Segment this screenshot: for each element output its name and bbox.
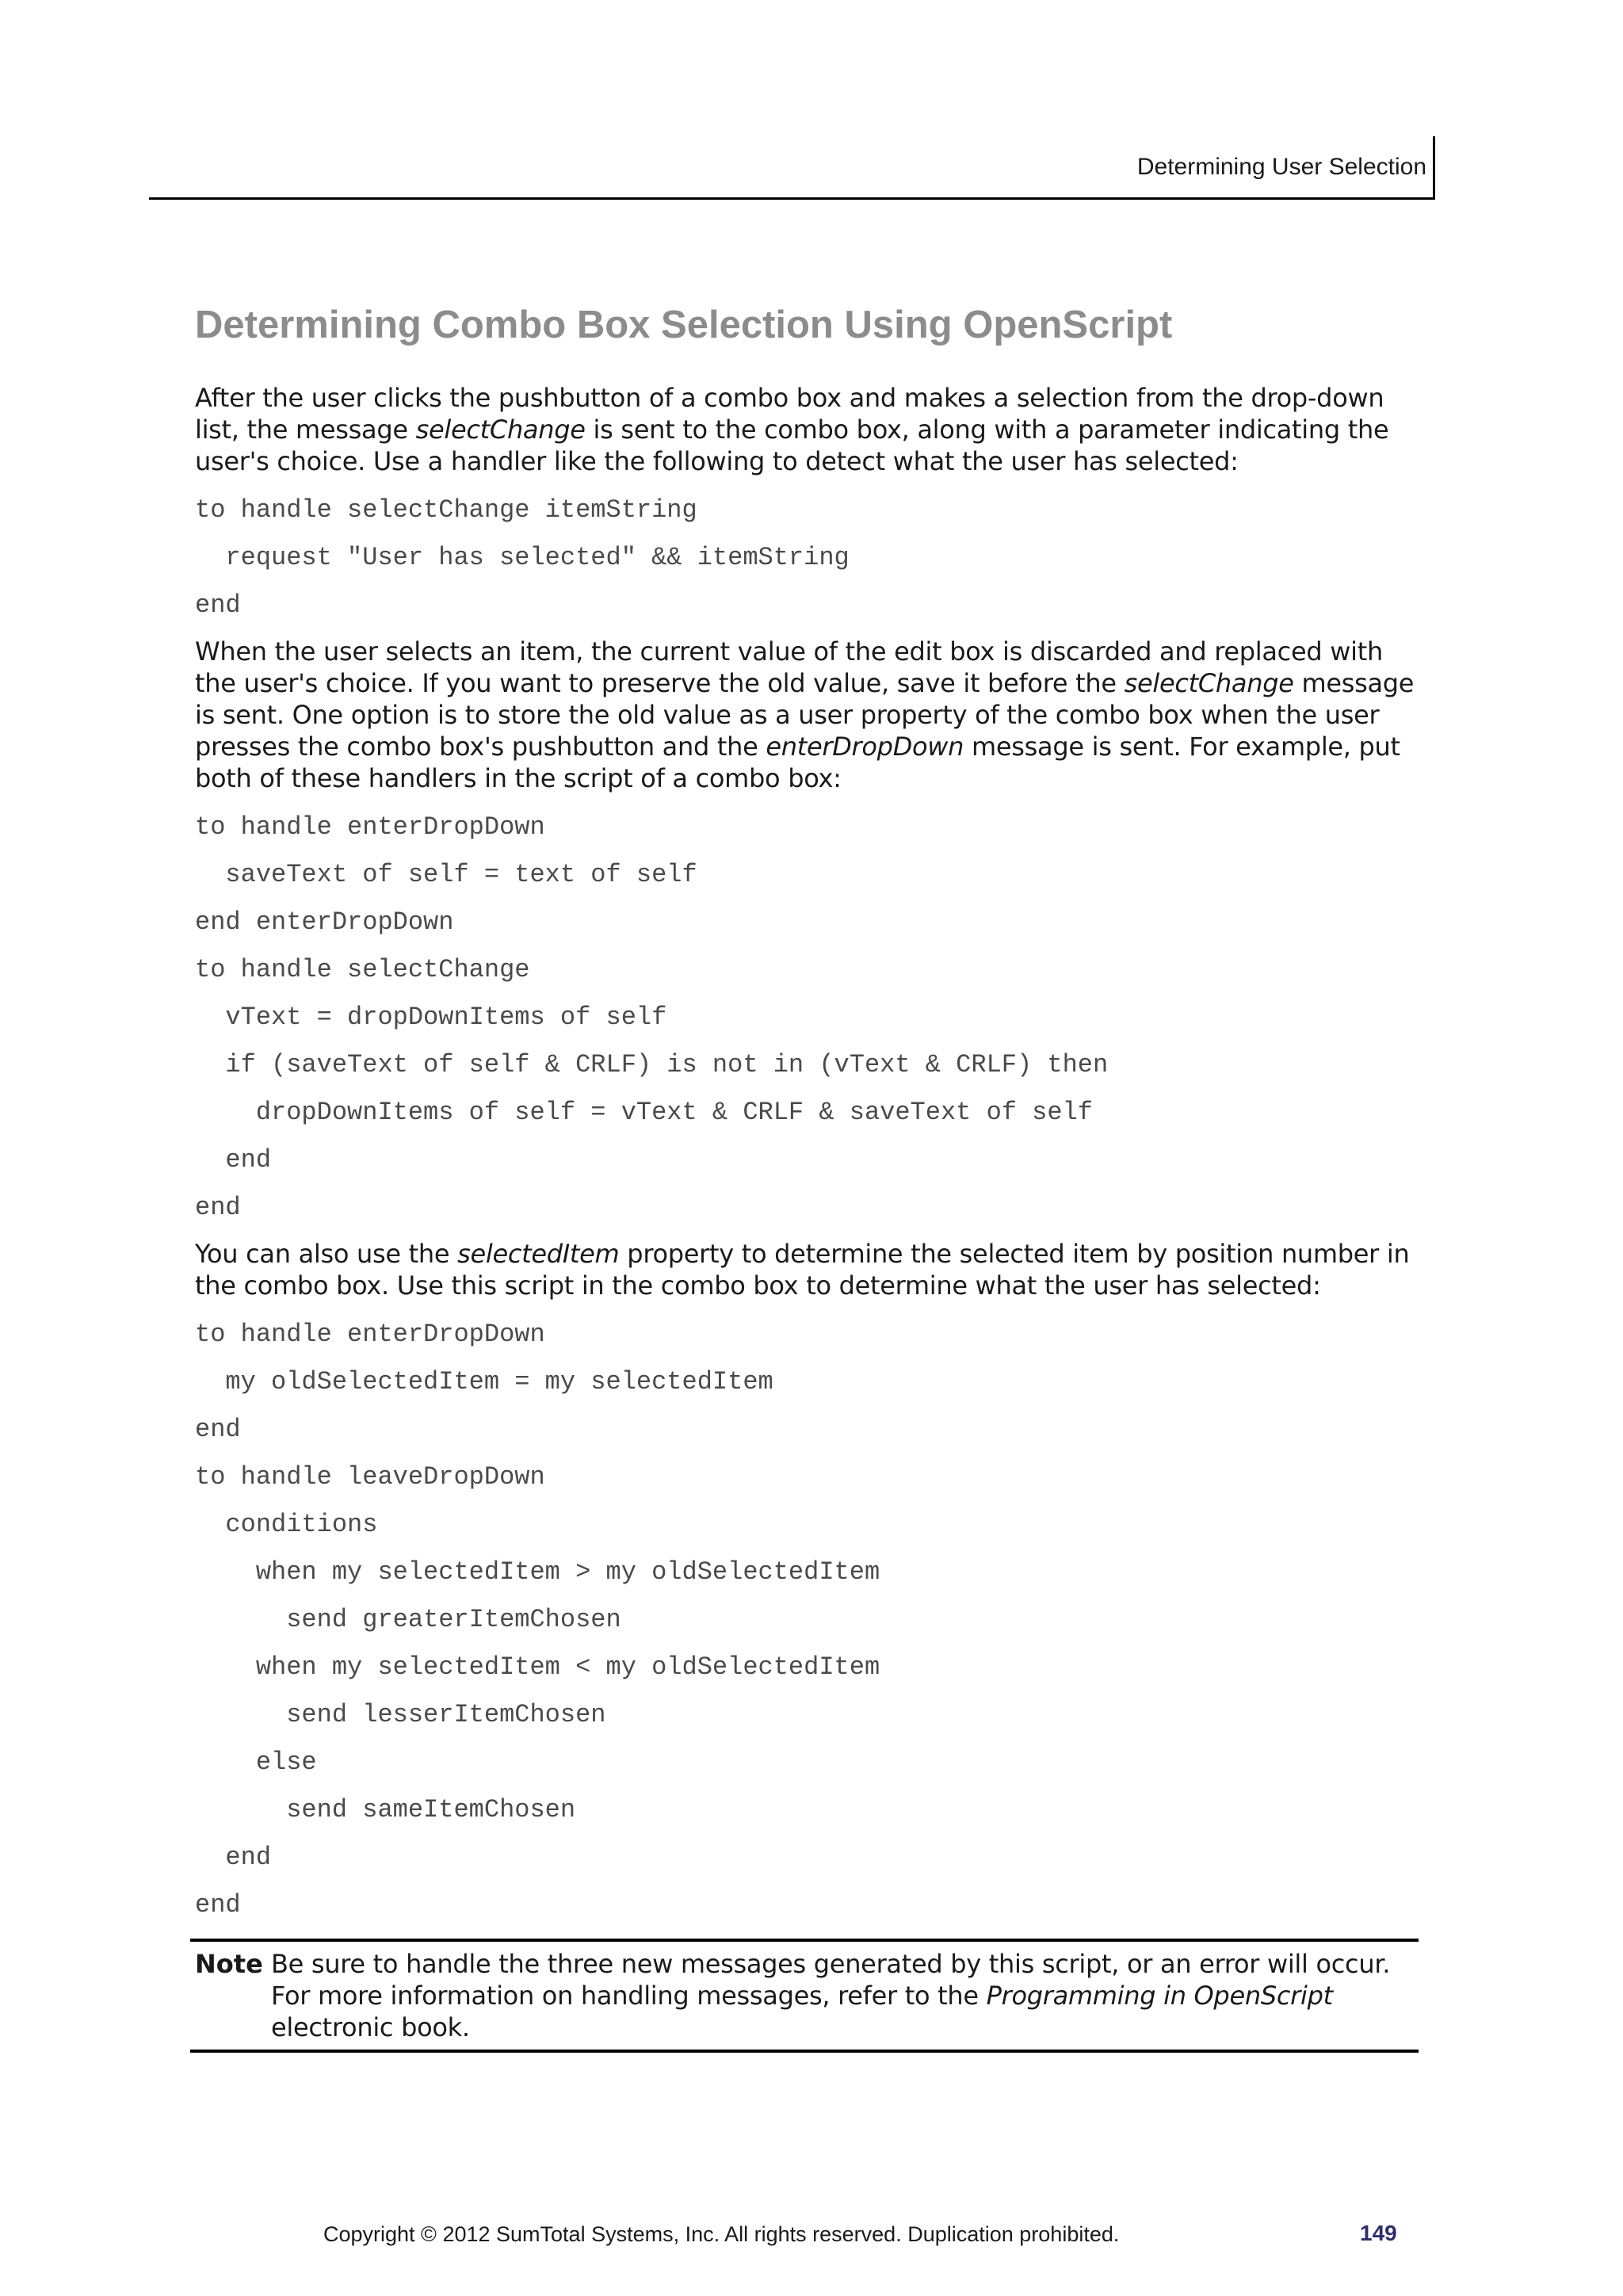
paragraph-selecteditem	[195, 1238, 1423, 1301]
code-line: end	[195, 1843, 272, 1872]
code-line: dropDownItems of self = vText & CRLF & saveText of self	[195, 1098, 1093, 1127]
code-line: else	[195, 1748, 317, 1777]
code-block-3	[195, 1319, 1423, 1921]
text-run: is sent to the combo box, along with a parameter indicating the user's choice. Use a handler like the following to detect what the user has selected:	[195, 415, 1389, 476]
text-run: You can also use the	[195, 1239, 458, 1269]
code-line: send greaterItemChosen	[195, 1605, 621, 1634]
inline-term: enterDropDown	[766, 732, 964, 762]
note-label: Note	[195, 1949, 263, 1979]
running-header: Determining User Selection	[1136, 154, 1426, 180]
code-line: my oldSelectedItem = my selectedItem	[195, 1367, 773, 1396]
code-line: end	[195, 590, 241, 620]
text-run: property to determine the selected item by position number in the combo box. Use this script in the combo box to determine what the user has selected:	[195, 1239, 1410, 1301]
code-line: to handle selectChange	[195, 955, 530, 984]
note-text	[271, 1948, 1419, 2043]
code-line: end	[195, 1193, 241, 1222]
text-run: After the user clicks the pushbutton of a combo box and makes a selection from the drop-down list, the message	[195, 383, 1384, 445]
code-line: when my selectedItem > my oldSelectedItem	[195, 1557, 880, 1587]
code-line: if (saveText of self & CRLF) is not in (vText & CRLF) then	[195, 1050, 1109, 1079]
text-run: When the user selects an item, the current value of the edit box is discarded and replaced with the user's choice. If you want to preserve the old value, save it before the	[195, 636, 1383, 698]
code-line: end enterDropDown	[195, 907, 454, 937]
page-number: 149	[1360, 2221, 1397, 2245]
code-line: conditions	[195, 1510, 378, 1539]
code-block-1	[195, 495, 1423, 621]
code-line: send lesserItemChosen	[195, 1700, 606, 1729]
code-line: end	[195, 1890, 241, 1920]
code-line: to handle enterDropDown	[195, 1320, 545, 1349]
page-content	[195, 301, 1423, 1937]
code-line: to handle selectChange itemString	[195, 495, 697, 525]
text-run: message is sent. For example, put both of these handlers in the script of a combo box:	[195, 732, 1400, 793]
inline-term: selectChange	[1124, 668, 1294, 698]
paragraph-intro	[195, 382, 1423, 477]
code-block-2	[195, 812, 1423, 1224]
section-title: Determining Combo Box Selection Using OpenScript	[195, 304, 1173, 346]
copyright-footer: Copyright © 2012 SumTotal Systems, Inc. All rights reserved. Duplication prohibited.	[323, 2222, 1120, 2246]
code-line: saveText of self = text of self	[195, 860, 697, 889]
code-line: request "User has selected" && itemString	[195, 543, 850, 572]
code-line: end	[195, 1145, 272, 1175]
code-line: to handle leaveDropDown	[195, 1462, 545, 1492]
inline-term: selectedItem	[457, 1239, 620, 1269]
code-line: end	[195, 1415, 241, 1444]
header-vertical-rule	[1433, 136, 1435, 200]
header-rule	[149, 197, 1435, 200]
inline-term: selectChange	[415, 415, 586, 445]
book-title: Programming in OpenScript	[986, 1981, 1333, 2011]
text-run: electronic book.	[271, 2012, 470, 2042]
code-line: send sameItemChosen	[195, 1795, 576, 1824]
paragraph-preserve	[195, 636, 1423, 794]
note-box	[190, 1939, 1419, 2053]
text-run: message is sent. One option is to store the old value as a user property of the combo box when the user presses the combo box's pushbutton and the	[195, 668, 1415, 762]
code-line: when my selectedItem < my oldSelectedItem	[195, 1652, 880, 1682]
text-run: Be sure to handle the three new messages generated by this script, or an error will occur. For more information on handling messages, refer to the	[271, 1949, 1391, 2011]
code-line: vText = dropDownItems of self	[195, 1003, 667, 1032]
code-line: to handle enterDropDown	[195, 812, 545, 842]
